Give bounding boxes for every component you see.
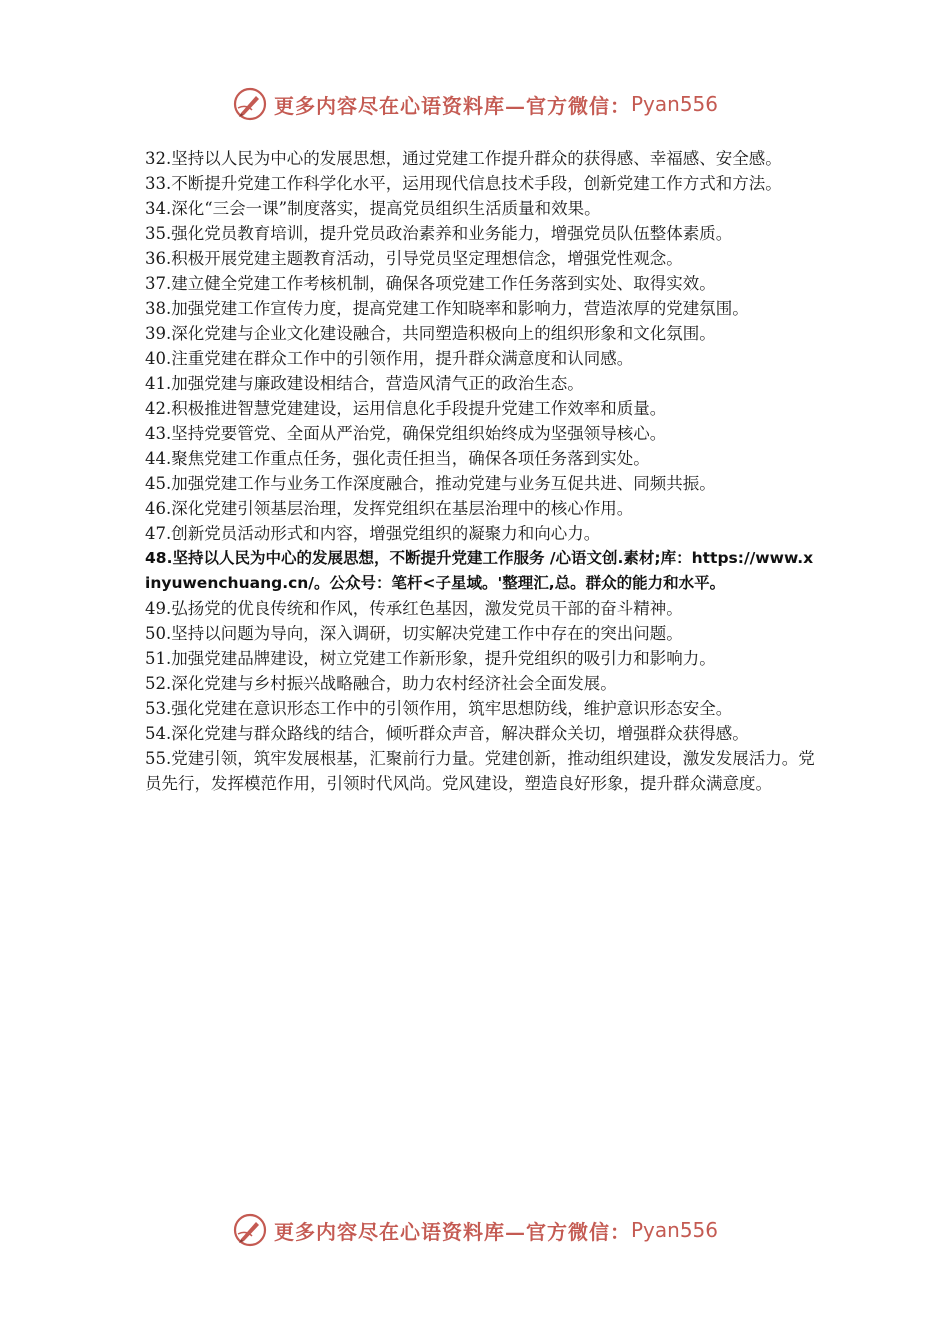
list-item: 54.深化党建与群众路线的结合，倾听群众声音，解决群众关切，增强群众获得感。 (145, 724, 749, 743)
list-item: 33.不断提升党建工作科学化水平，运用现代信息技术手段，创新党建工作方式和方法。 (145, 174, 782, 193)
banner-text: 更多内容尽在心语资料库—官方微信： (273, 93, 631, 118)
list-item: 38.加强党建工作宣传力度，提高党建工作知晓率和影响力，营造浓厚的党建氛围。 (145, 299, 749, 318)
list-item-source-note: 48.坚持以人民为中心的发展思想，不断提升党建工作服务 /心语文创.素材;库：https://www.xinyuwenchuang.cn/。公众号：笔杆<子星域。'整理汇,总。群众的能力和水平。 (145, 549, 814, 592)
list-item: 52.深化党建与乡村振兴战略融合，助力农村经济社会全面发展。 (145, 674, 617, 693)
list-item: 49.弘扬党的优良传统和作风，传承红色基因，激发党员干部的奋斗精神。 (145, 599, 683, 618)
list-item: 42.积极推进智慧党建建设，运用信息化手段提升党建工作效率和质量。 (145, 399, 667, 418)
banner-text: 更多内容尽在心语资料库—官方微信： (273, 1219, 631, 1244)
list-item: 39.深化党建与企业文化建设融合，共同塑造积极向上的组织形象和文化氛围。 (145, 324, 716, 343)
list-item: 34.深化“三会一课”制度落实，提高党员组织生活质量和效果。 (145, 199, 601, 218)
list-item: 32.坚持以人民为中心的发展思想，通过党建工作提升群众的获得感、幸福感、安全感。 (145, 149, 782, 168)
list-item: 41.加强党建与廉政建设相结合，营造风清气正的政治生态。 (145, 374, 584, 393)
list-item: 46.深化党建引领基层治理，发挥党组织在基层治理中的核心作用。 (145, 499, 634, 518)
list-item: 40.注重党建在群众工作中的引领作用，提升群众满意度和认同感。 (145, 349, 634, 368)
list-item: 36.积极开展党建主题教育活动，引导党员坚定理想信念，增强党性观念。 (145, 249, 683, 268)
list-item: 55.党建引领，筑牢发展根基，汇聚前行力量。党建创新，推动组织建设，激发发展活力。党员先行，发挥模范作用，引领时代风尚。党风建设，塑造良好形象，提升群众满意度。 (145, 749, 815, 793)
list-item: 44.聚焦党建工作重点任务，强化责任担当，确保各项任务落到实处。 (145, 449, 650, 468)
banner-wechat-id: Pyan556 (630, 92, 718, 116)
pen-circle-logo-icon (232, 1212, 268, 1248)
list-item: 47.创新党员活动形式和内容，增强党组织的凝聚力和向心力。 (145, 524, 601, 543)
document-body (145, 146, 817, 796)
pen-circle-logo-icon (232, 86, 268, 122)
list-item: 51.加强党建品牌建设，树立党建工作新形象，提升党组织的吸引力和影响力。 (145, 649, 716, 668)
header-watermark-banner (0, 84, 950, 124)
footer-watermark-banner (0, 1210, 950, 1250)
list-item: 53.强化党建在意识形态工作中的引领作用，筑牢思想防线，维护意识形态安全。 (145, 699, 733, 718)
list-item: 37.建立健全党建工作考核机制，确保各项党建工作任务落到实处、取得实效。 (145, 274, 716, 293)
list-item: 45.加强党建工作与业务工作深度融合，推动党建与业务互促共进、同频共振。 (145, 474, 716, 493)
list-item: 50.坚持以问题为导向，深入调研，切实解决党建工作中存在的突出问题。 (145, 624, 683, 643)
list-item: 35.强化党员教育培训，提升党员政治素养和业务能力，增强党员队伍整体素质。 (145, 224, 733, 243)
banner-wechat-id: Pyan556 (630, 1218, 718, 1242)
list-item: 43.坚持党要管党、全面从严治党，确保党组织始终成为坚强领导核心。 (145, 424, 667, 443)
